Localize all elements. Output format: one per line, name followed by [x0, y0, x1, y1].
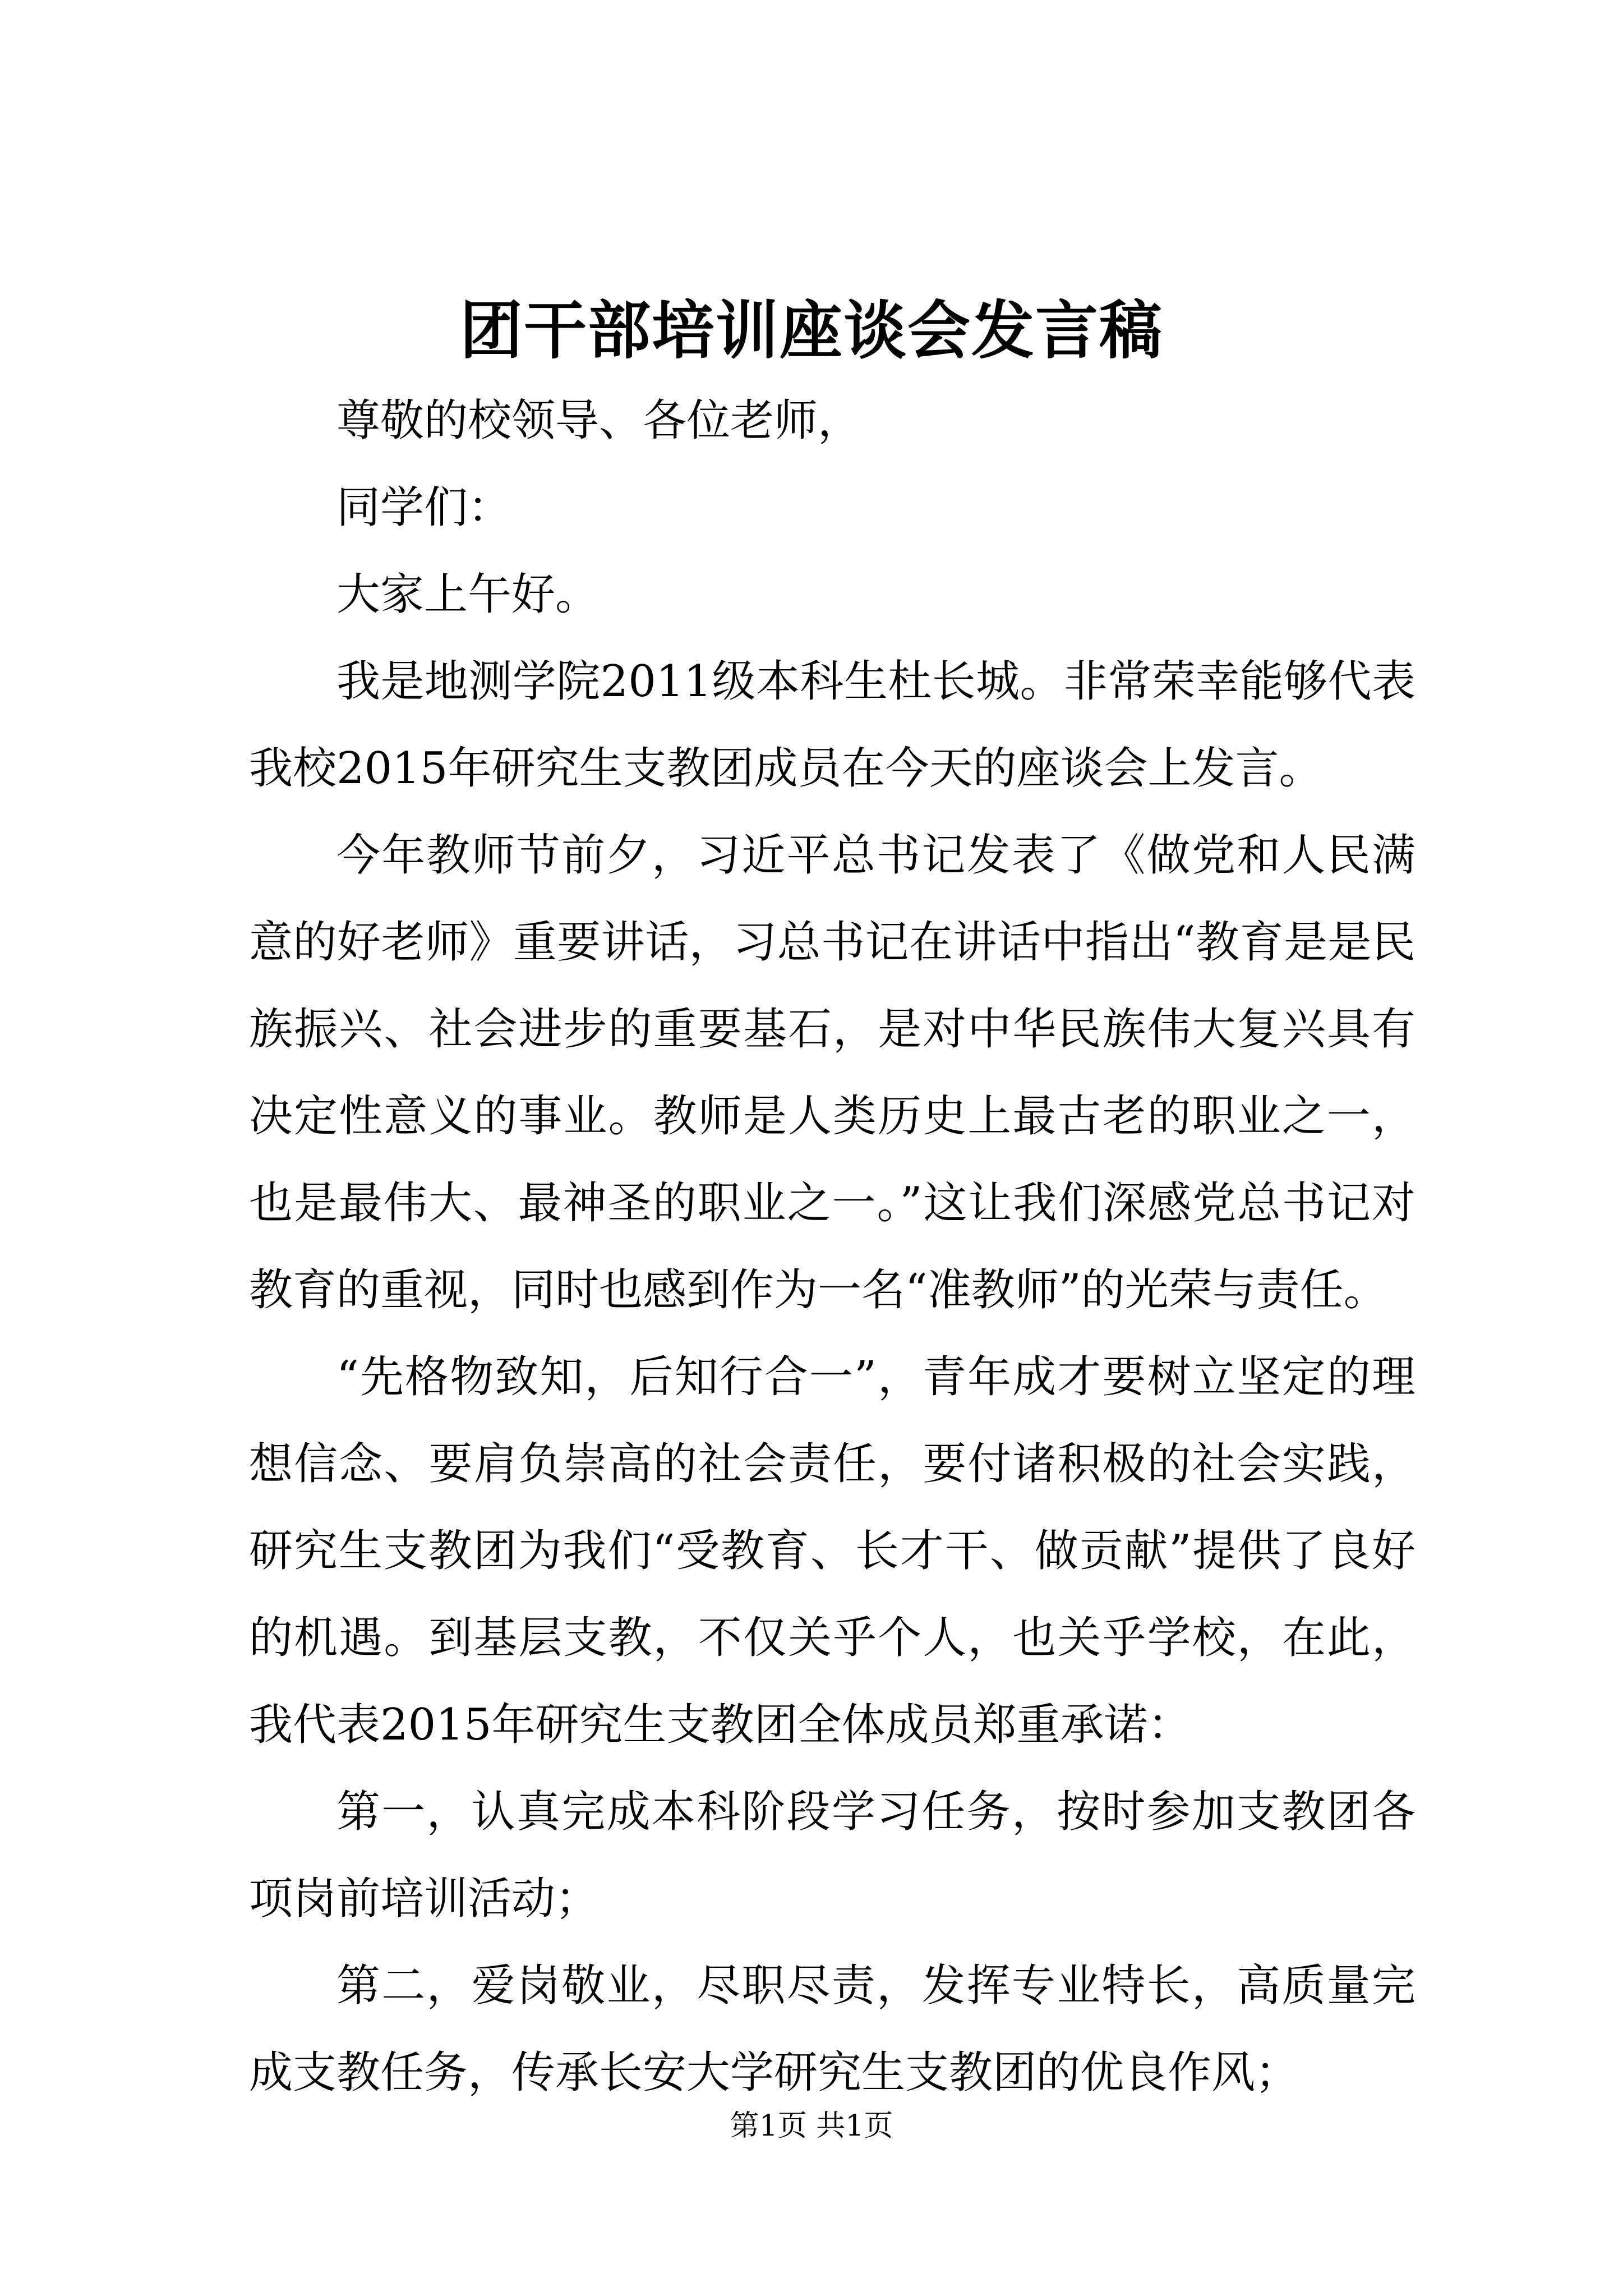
paragraph-promise-first: 第一，认真完成本科阶段学习任务，按时参加支教团各项岗前培训活动；	[249, 1787, 1415, 1924]
document-title: 团干部培训座谈会发言稿	[460, 294, 1163, 367]
paragraph-greeting: 大家上午好。	[336, 569, 600, 620]
document-body	[249, 378, 1415, 2116]
paragraph-promise-second: 第二，爱岗敬业，尽职尽责，发挥专业特长，高质量完成支教任务，传承长安大学研究生支教团的优良作风；	[249, 1961, 1415, 2098]
paragraph-salutation-students: 同学们：	[336, 482, 512, 533]
page-footer: 第1页 共1页	[730, 2109, 893, 2143]
paragraph-salutation: 尊敬的校领导、各位老师，	[336, 395, 862, 446]
paragraph-introduction: 我是地测学院2011级本科生杜长城。非常荣幸能够代表我校2015年研究生支教团成员在今天的座谈会上发言。	[249, 656, 1415, 794]
paragraph-teachers-day: 今年教师节前夕，习近平总书记发表了《做党和人民满意的好老师》重要讲话，习总书记在讲话中指出“教育是是民族振兴、社会进步的重要基石，是对中华民族伟大复兴具有决定性意义的事业。教师是人类历史上最古老的职业之一，也是最伟大、最神圣的职业之一。”这让我们深感党总书记对教育的重视，同时也感到作为一名“准教师”的光荣与责任。	[249, 830, 1415, 1315]
paragraph-commitment: “先格物致知，后知行合一”，青年成才要树立坚定的理想信念、要肩负崇高的社会责任，要付诸积极的社会实践，研究生支教团为我们“受教育、长才干、做贡献”提供了良好的机遇。到基层支教，不仅关乎个人，也关乎学校，在此，我代表2015年研究生支教团全体成员郑重承诺：	[249, 1352, 1415, 1750]
